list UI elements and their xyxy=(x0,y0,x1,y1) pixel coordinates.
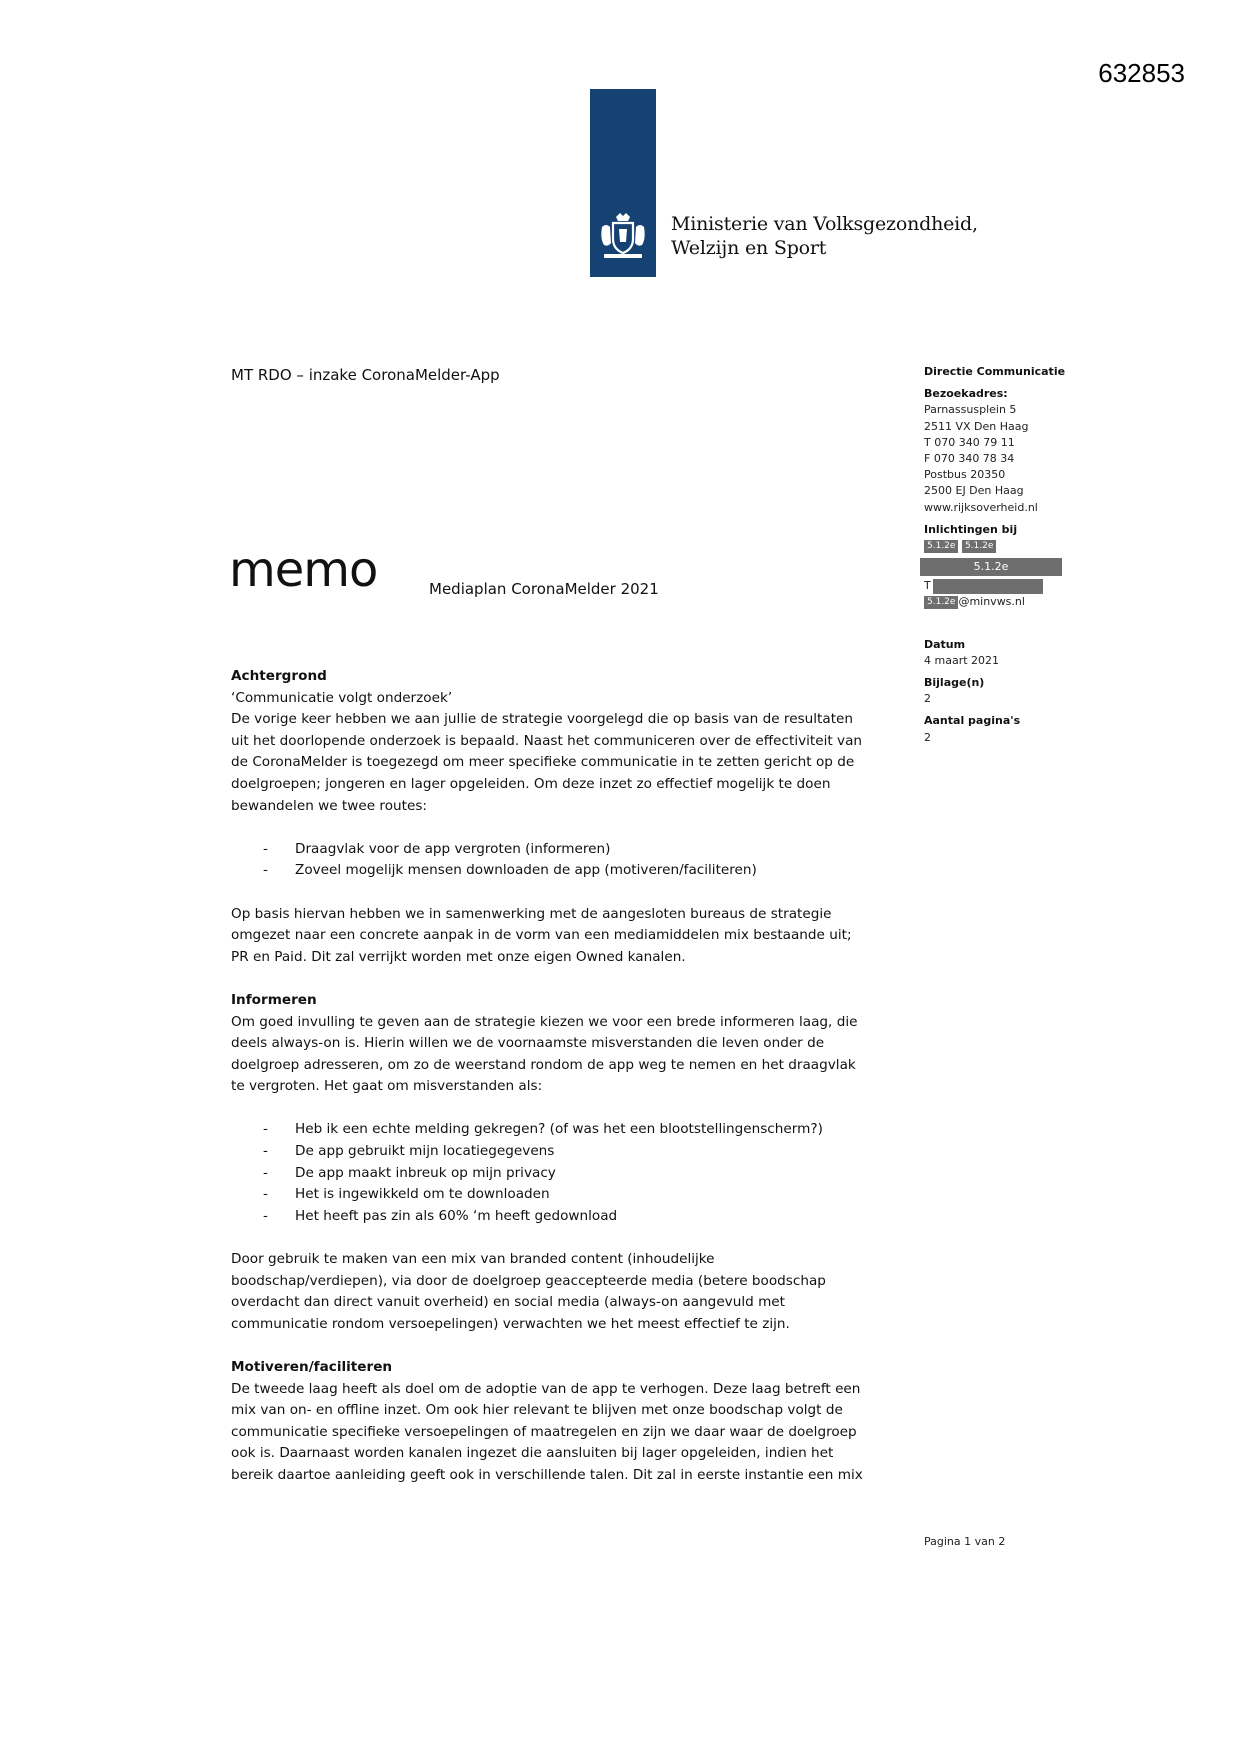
paragraph-line: de CoronaMelder is toegezegd om meer specifieke communicatie in te zetten gericht op de xyxy=(231,754,855,771)
paragraph-line: De tweede laag heeft als doel om de adoptie van de app te verhogen. Deze laag betreft een xyxy=(231,1380,861,1397)
website-link[interactable]: www.rijksoverheid.nl xyxy=(924,500,1038,514)
paragraph-line: deels always-on is. Hierin willen we de voornaamste misverstanden die leven onder de xyxy=(231,1035,825,1052)
paragraph-line: boodschap/verdiepen), via door de doelgroep geaccepteerde media (betere boodschap xyxy=(231,1272,826,1289)
paragraph-line: overdacht dan direct vanuit overheid) en social media (always-on aangevuld met xyxy=(231,1294,785,1311)
redaction-box xyxy=(933,579,1043,594)
fax-line: F 070 340 78 34 xyxy=(924,452,1015,466)
address-line: Parnassusplein 5 xyxy=(924,403,1017,417)
page-number: Pagina 1 van 2 xyxy=(924,1535,1006,1548)
list-item: - Het heeft pas zin als 60% ‘m heeft gedownload xyxy=(263,1207,618,1224)
phone-prefix: T xyxy=(924,579,931,593)
paragraph-line: uit het doorlopende onderzoek is bepaald. Naast het communiceren over de effectiviteit van xyxy=(231,732,863,749)
attachments-label: Bijlage(n) xyxy=(924,676,985,690)
inquiries-label: Inlichtingen bij xyxy=(924,522,1018,536)
list-item: - De app maakt inbreuk op mijn privacy xyxy=(263,1164,556,1181)
ministry-name xyxy=(671,212,978,260)
section-heading-motiveren: Motiveren/faciliteren xyxy=(231,1359,393,1375)
paragraph-line: Door gebruik te maken van een mix van branded content (inhoudelijke xyxy=(231,1251,715,1268)
paragraph-line: PR en Paid. Dit zal verrijkt worden met onze eigen Owned kanalen. xyxy=(231,948,686,965)
memo-body xyxy=(231,666,903,1487)
sidebar-info xyxy=(924,364,1084,746)
memo-subject: MT RDO – inzake CoronaMelder-App xyxy=(231,366,500,384)
section-heading-achtergrond: Achtergrond xyxy=(231,668,327,684)
paragraph-line: communicatie rondom versoepelingen) verwachten we het meest effectief te zijn. xyxy=(231,1315,790,1332)
paragraph-line: bewandelen we twee routes: xyxy=(231,797,428,814)
paragraph-line: te vergroten. Het gaat om misverstanden als: xyxy=(231,1078,543,1095)
email-domain: @minvws.nl xyxy=(958,595,1025,609)
misunderstandings-list xyxy=(231,1119,903,1227)
paragraph-line: bereik daartoe aanleiding geeft ook in verschillende talen. Dit zal in eerste instantie een mix xyxy=(231,1466,863,1483)
date-value: 4 maart 2021 xyxy=(924,653,1000,667)
list-item: - Heb ik een echte melding gekregen? (of was het een blootstellingenscherm?) xyxy=(263,1121,823,1138)
memo-title: memo xyxy=(229,542,378,598)
redaction-box: 5.1.2e xyxy=(962,540,996,553)
paragraph-line: Op basis hiervan hebben we in samenwerking met de aangesloten bureaus de strategie xyxy=(231,905,832,922)
paragraph-line: ook is. Daarnaast worden kanalen ingezet die aansluiten bij lager opgeleiden, indien het xyxy=(231,1445,834,1462)
pages-value: 2 xyxy=(924,730,931,744)
attachments-value: 2 xyxy=(924,692,931,706)
date-label: Datum xyxy=(924,637,966,651)
rijksoverheid-logo xyxy=(590,89,656,277)
memo-subtitle: Mediaplan CoronaMelder 2021 xyxy=(429,580,659,598)
redaction-box: 5.1.2e xyxy=(924,596,958,609)
postal-line: 2500 EJ Den Haag xyxy=(924,484,1024,498)
paragraph-line: ‘Communicatie volgt onderzoek’ xyxy=(231,689,453,706)
visit-address-label: Bezoekadres: xyxy=(924,387,1008,401)
list-item: - Het is ingewikkeld om te downloaden xyxy=(263,1186,550,1203)
redaction-box: 5.1.2e xyxy=(924,540,958,553)
section-heading-informeren: Informeren xyxy=(231,991,317,1008)
phone-line: T 070 340 79 11 xyxy=(924,435,1015,449)
paragraph-line: communicatie specifieke versoepelingen of maatregelen en zijn we daar waar de doelgroep xyxy=(231,1423,857,1440)
redacted-phone xyxy=(924,578,1084,594)
redaction-box-wide: 5.1.2e xyxy=(920,558,1062,576)
ministry-name-line-2: Welzijn en Sport xyxy=(671,237,827,259)
pages-label: Aantal pagina's xyxy=(924,714,1021,728)
paragraph-line: De vorige keer hebben we aan jullie de strategie voorgelegd die op basis van de resultaten xyxy=(231,711,854,728)
department-name: Directie Communicatie xyxy=(924,365,1066,378)
ministry-name-line-1: Ministerie van Volksgezondheid, xyxy=(671,213,978,235)
list-item: - De app gebruikt mijn locatiegegevens xyxy=(263,1143,555,1160)
routes-list xyxy=(231,839,903,882)
redacted-name xyxy=(924,538,1084,554)
paragraph-line: Om goed invulling te geven aan de strategie kiezen we voor een brede informeren laag, die xyxy=(231,1013,858,1030)
paragraph-line: doelgroepen; jongeren en lager opgeleiden. Om deze inzet zo effectief mogelijk te doen xyxy=(231,775,831,792)
list-item: - Draagvlak voor de app vergroten (informeren) xyxy=(263,840,611,857)
redacted-email xyxy=(924,594,1084,610)
paragraph-line: mix van on- en offline inzet. Om ook hier relevant te blijven met onze boodschap volgt de xyxy=(231,1402,843,1419)
coat-of-arms-icon xyxy=(596,209,650,263)
document-number: 632853 xyxy=(1098,58,1185,88)
paragraph-line: omgezet naar een concrete aanpak in de vorm van een mediamiddelen mix bestaande uit; xyxy=(231,927,852,944)
address-line: 2511 VX Den Haag xyxy=(924,419,1029,433)
paragraph-line: doelgroep adresseren, om zo de weerstand rondom de app weg te nemen en het draagvlak xyxy=(231,1056,856,1073)
list-item: - Zoveel mogelijk mensen downloaden de app (motiveren/faciliteren) xyxy=(263,862,757,879)
postbus-line: Postbus 20350 xyxy=(924,468,1006,482)
